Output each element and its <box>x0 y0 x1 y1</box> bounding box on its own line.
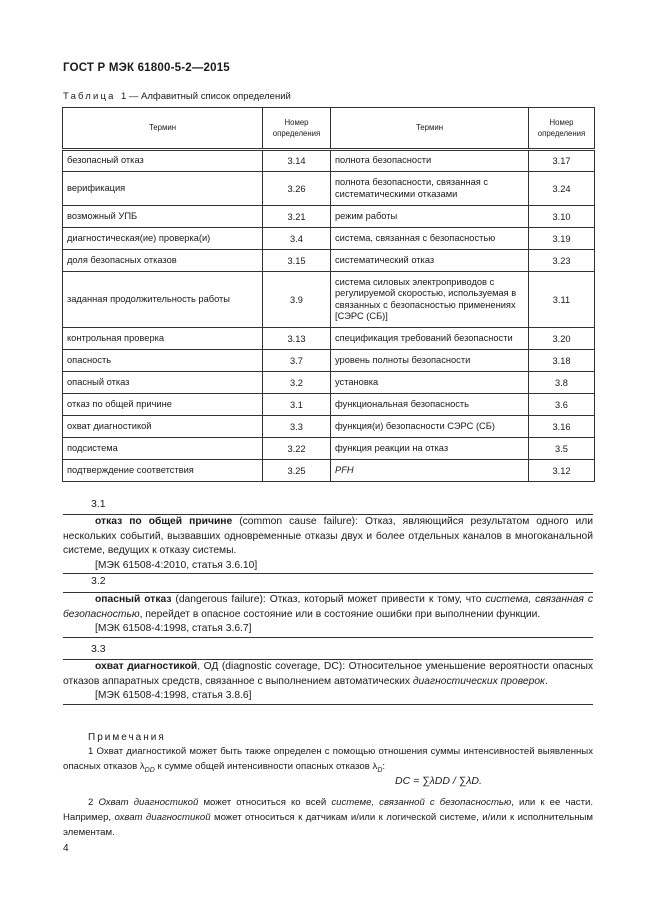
table-row <box>63 228 595 250</box>
definition-source: [МЭК 61508-4:2010, статья 3.6.10] <box>95 559 258 571</box>
notes-title: Примечания <box>88 732 166 743</box>
definition-term: отказ по общей причине <box>95 516 233 527</box>
section-number: 3.3 <box>91 643 106 655</box>
table-row <box>63 350 595 372</box>
number-cell: 3.8 <box>529 372 595 394</box>
definitions-table <box>62 107 595 482</box>
header-term-right: Термин <box>331 108 529 150</box>
term-cell: безопасный отказ <box>63 150 263 172</box>
definition-block: опасный отказ (dangerous failure): Отказ, который может привести к тому, что система, связанная с безопасностью, перейдет в опасное состояние или в состояние ошибки при выполнении функции. [МЭК 61508-4:1998, статья 3.6.7] <box>63 592 593 638</box>
number-cell: 3.11 <box>529 272 595 328</box>
term-cell: отказ по общей причине <box>63 394 263 416</box>
term-cell: функция(и) безопасности СЭРС (СБ) <box>331 416 529 438</box>
number-cell: 3.7 <box>263 350 331 372</box>
term-cell: опасность <box>63 350 263 372</box>
number-cell: 3.16 <box>529 416 595 438</box>
note-2: 2 Охват диагностикой может относиться ко всей системе, связанной с безопасностью, или к ее части. Например, охват диагностикой может относиться к датчикам и/или к логической системе, и/или к исполнительным элементам. <box>63 797 594 838</box>
term-cell: охват диагностикой <box>63 416 263 438</box>
number-cell: 3.6 <box>529 394 595 416</box>
term-cell: система силовых электроприводов с регулируемой скоростью, используемая в связанных с безопасностью применениях [СЭРС (СБ)] <box>331 272 529 328</box>
table-caption <box>63 91 291 102</box>
number-cell: 3.1 <box>263 394 331 416</box>
term-cell: доля безопасных отказов <box>63 250 263 272</box>
number-cell: 3.3 <box>263 416 331 438</box>
term-cell: опасный отказ <box>63 372 263 394</box>
term-cell: систематический отказ <box>331 250 529 272</box>
number-cell: 3.14 <box>263 150 331 172</box>
table-row <box>63 460 595 482</box>
table-row <box>63 150 595 172</box>
number-cell: 3.23 <box>529 250 595 272</box>
term-cell: возможный УПБ <box>63 206 263 228</box>
table-row <box>63 372 595 394</box>
term-cell: полнота безопасности <box>331 150 529 172</box>
number-cell: 3.24 <box>529 172 595 206</box>
number-cell: 3.2 <box>263 372 331 394</box>
term-cell: подтверждение соответствия <box>63 460 263 482</box>
table-row <box>63 272 595 328</box>
coverage-formula: DC = ∑λDD / ∑λD. <box>395 775 482 787</box>
term-cell: подсистема <box>63 438 263 460</box>
number-cell: 3.19 <box>529 228 595 250</box>
term-cell: контрольная проверка <box>63 328 263 350</box>
header-number-right: Номер определения <box>529 108 595 150</box>
table-row <box>63 394 595 416</box>
term-cell: функциональная безопасность <box>331 394 529 416</box>
term-cell: спецификация требований безопасности <box>331 328 529 350</box>
term-cell: установка <box>331 372 529 394</box>
term-cell: заданная продолжительность работы <box>63 272 263 328</box>
term-cell: функция реакции на отказ <box>331 438 529 460</box>
number-cell: 3.13 <box>263 328 331 350</box>
number-cell: 3.5 <box>529 438 595 460</box>
section-number: 3.2 <box>91 575 106 587</box>
number-cell: 3.4 <box>263 228 331 250</box>
page-number: 4 <box>63 843 69 854</box>
table-row <box>63 172 595 206</box>
definition-source: [МЭК 61508-4:1998, статья 3.6.7] <box>95 623 252 635</box>
term-cell: диагностическая(ие) проверка(и) <box>63 228 263 250</box>
header-term-left: Термин <box>63 108 263 150</box>
number-cell: 3.22 <box>263 438 331 460</box>
number-cell: 3.25 <box>263 460 331 482</box>
table-row <box>63 416 595 438</box>
number-cell: 3.9 <box>263 272 331 328</box>
number-cell: 3.15 <box>263 250 331 272</box>
table-header-row <box>63 108 595 150</box>
term-cell: система, связанная с безопасностью <box>331 228 529 250</box>
number-cell: 3.10 <box>529 206 595 228</box>
header-number-left: Номер определения <box>263 108 331 150</box>
number-cell: 3.21 <box>263 206 331 228</box>
term-cell: PFH <box>331 460 529 482</box>
document-header: ГОСТ Р МЭК 61800-5-2—2015 <box>63 62 230 74</box>
definition-source: [МЭК 61508-4:1998, статья 3.8.6] <box>95 690 252 702</box>
table-row <box>63 328 595 350</box>
table-caption-label: Таблица <box>63 91 116 102</box>
note-1: 1 Охват диагностикой может быть также определен с помощью отношения суммы интенсивностей выявленных опасных отказов $\lambda_{DD}$ к сумме общей интенсивности опасных отказов $\lambda_D$: <box>63 746 593 774</box>
table-row <box>63 438 595 460</box>
term-cell: режим работы <box>331 206 529 228</box>
section-number: 3.1 <box>91 498 106 510</box>
number-cell: 3.26 <box>263 172 331 206</box>
definition-block: охват диагностикой, ОД (diagnostic coverage, DC): Относительное уменьшение вероятности опасных отказов аппаратных средств, связанное с выполнением автоматических диагностических проверок. [МЭК 61508-4:1998, статья 3.8.6] <box>63 659 593 705</box>
definition-term: охват диагностикой <box>95 661 198 672</box>
term-cell: верификация <box>63 172 263 206</box>
definition-term: опасный отказ <box>95 594 172 605</box>
number-cell: 3.17 <box>529 150 595 172</box>
table-row <box>63 206 595 228</box>
term-cell: уровень полноты безопасности <box>331 350 529 372</box>
number-cell: 3.12 <box>529 460 595 482</box>
definition-block: отказ по общей причине (common cause failure): Отказ, являющийся результатом одного или нескольких событий, вызвавших одновременные отказы двух и более отдельных каналов в многоканальной системе, ведущих к отказу системы. [МЭК 61508-4:2010, статья 3.6.10] <box>63 514 593 574</box>
term-cell: полнота безопасности, связанная с систематическими отказами <box>331 172 529 206</box>
number-cell: 3.20 <box>529 328 595 350</box>
number-cell: 3.18 <box>529 350 595 372</box>
table-row <box>63 250 595 272</box>
table-caption-text: 1 — Алфавитный список определений <box>120 91 291 102</box>
